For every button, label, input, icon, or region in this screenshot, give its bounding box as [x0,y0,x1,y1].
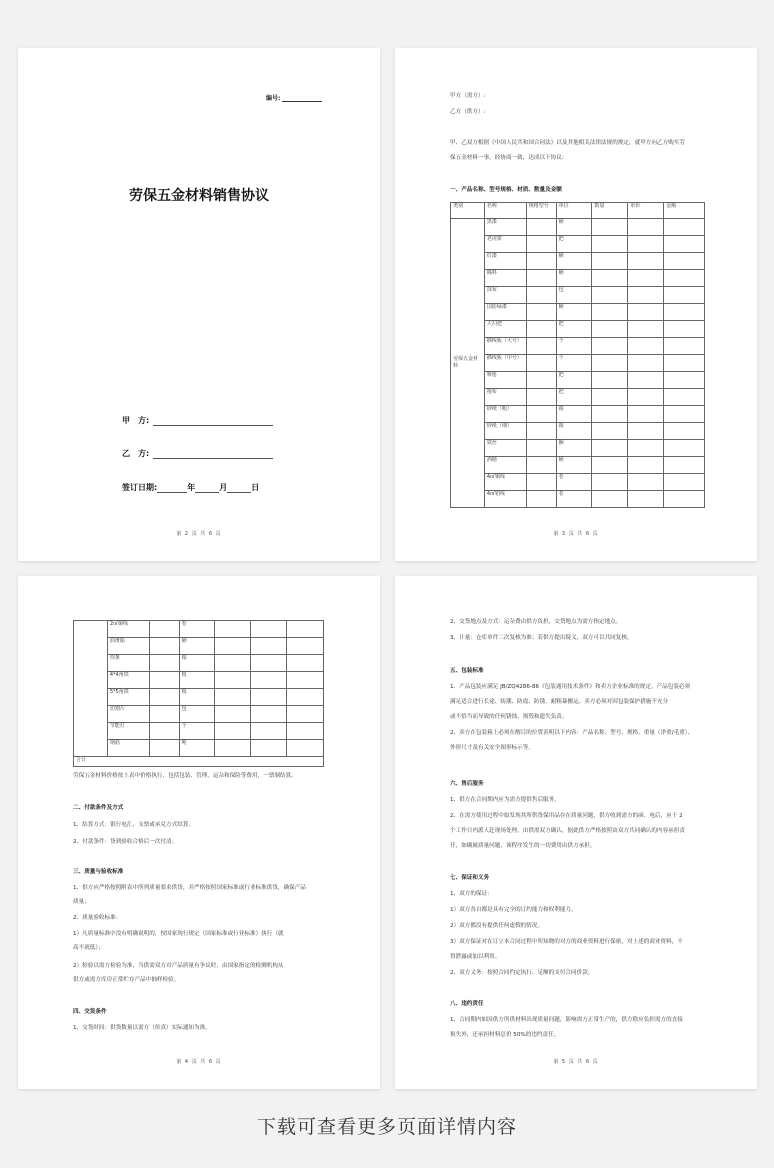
item-name-cell: 砂纸（粗） [484,406,526,423]
table-row [74,655,324,672]
item-name-cell: 焊条 [107,655,149,672]
spec-cell [149,689,179,706]
unit-price-cell [251,638,287,655]
section-5-heading: 五、包装标准 [450,668,484,674]
quantity-cell [592,219,628,236]
spec-cell [149,655,179,672]
party-a-blank [153,417,273,426]
header-quantity: 数量 [592,203,628,219]
unit-price-cell [628,372,664,389]
page-number: 第 3 页 共 6 页 [553,531,599,537]
item-name-cell: 4㎡铜线 [484,474,526,491]
unit-cell: 吨 [179,740,215,757]
amount-cell [287,689,324,706]
table-row [451,253,705,270]
guarantee-clause-2: 1）双方各自都是具有完全的订约能力和权利能力。 [450,907,577,913]
table-row [451,355,705,372]
amount-cell [664,423,705,440]
unit-price-cell [628,236,664,253]
unit-price-cell [628,491,664,508]
amount-cell [287,638,324,655]
sign-date-line [122,482,259,493]
quantity-cell [215,706,251,723]
item-name-cell: 4㎡铝线 [484,491,526,508]
quality-clause-3b: 高不就低）； [73,945,104,951]
unit-price-cell [251,672,287,689]
packaging-clause-2b: 外形尺寸及有关安全图形标示等。 [450,745,534,751]
table-header-row [451,203,705,219]
payment-method: 1、结算方式：银行电汇、支票或承兑方式结算。 [73,822,195,828]
amount-cell [664,321,705,338]
unit-cell: 桶 [179,638,215,655]
guarantee-clause-1: 1、双方的保证： [450,891,493,897]
document-page-3 [18,576,380,1089]
product-table-continued [73,620,324,767]
download-more-caption: 下载可查看更多页面详情内容 [256,1116,517,1138]
quantity-cell [592,440,628,457]
unit-cell: 桶 [556,457,592,474]
sign-date-label: 签订日期: [122,483,158,492]
unit-price-cell [628,253,664,270]
unit-price-cell [251,689,287,706]
table-row [451,406,705,423]
table-row [451,321,705,338]
month-label: 月 [219,483,228,492]
unit-price-cell [628,457,664,474]
party-a-line [122,415,273,426]
section-4-heading: 四、交货条件 [73,1009,107,1015]
unit-price-cell [628,287,664,304]
quantity-cell [215,740,251,757]
document-title: 劳保五金材料销售协议 [129,188,269,204]
table-row [451,440,705,457]
unit-price-cell [251,723,287,740]
packaging-clause-1c: 或不恰当而导致的任何锈蚀、损毁和遗失负责。 [450,714,568,720]
amount-cell [664,253,705,270]
header-category: 类别 [451,203,485,219]
spec-cell [526,236,556,253]
table-row [451,474,705,491]
party-a-label: 甲 方: [122,416,150,425]
quantity-cell [592,457,628,474]
delivery-place: 2、交货地点及方式：运杂费由供方负担，交货地点为需方指定地点。 [450,619,622,625]
spec-cell [149,621,179,638]
amount-cell [664,219,705,236]
party-b-blank [153,450,273,459]
page-number: 第 2 页 共 6 页 [176,531,222,537]
section-7-heading: 七、保证和义务 [450,875,490,881]
amount-cell [664,406,705,423]
item-name-cell: 插线板（中号） [484,355,526,372]
amount-cell [287,621,324,638]
unit-price-cell [628,338,664,355]
unit-price-cell [251,740,287,757]
section-2-heading: 二、付款条件及方式 [73,805,124,811]
item-name-cell: 大扫把 [484,321,526,338]
service-clause-2b: 个工作日内派人赴现场处理，由供需双方确认，据此供方严格按照由双方共同确认的内容承担责 [450,828,685,834]
quantity-cell [592,372,628,389]
amount-cell [287,655,324,672]
amount-cell [287,723,324,740]
amount-cell [664,457,705,474]
day-label: 日 [251,483,260,492]
amount-cell [664,270,705,287]
quantity-cell [592,406,628,423]
header-spec: 规格型号 [526,203,556,219]
spec-cell [149,723,179,740]
table-row [74,638,324,655]
contract-number-label: 编号: [266,95,281,102]
month-blank [195,484,219,493]
table-row [451,287,705,304]
unit-cell: 个 [179,723,215,740]
item-name-cell: 拖布 [484,389,526,406]
item-name-cell: 切割片 [107,706,149,723]
amount-cell [664,338,705,355]
item-name-cell: 润滑脂 [107,638,149,655]
spec-cell [526,270,556,287]
amount-cell [664,491,705,508]
quantity-cell [592,270,628,287]
quantity-cell [592,253,628,270]
item-name-cell: 2㎡铜线 [107,621,149,638]
table-row [451,372,705,389]
unit-cell: 包 [556,287,592,304]
guarantee-clause-4a: 3）双方保证对在订立本合同过程中所知晓的对方的商业资料进行保密，对上述的商业资料，不 [450,939,683,945]
quantity-cell [215,689,251,706]
unit-cell: 卷 [556,474,592,491]
total-label-cell: 合计 [74,757,324,767]
amount-cell [664,474,705,491]
contract-number-blank [282,95,322,102]
unit-price-cell [628,406,664,423]
document-page-4 [395,576,757,1089]
spec-cell [526,321,556,338]
contract-number-field [266,93,322,102]
quantity-cell [592,338,628,355]
table-row [451,457,705,474]
quantity-cell [592,355,628,372]
spec-cell [526,287,556,304]
spec-cell [149,638,179,655]
section-8-heading: 八、违约责任 [450,1001,484,1007]
guarantee-clause-3: 2）双方都没有提供任何虚假的情况。 [450,923,544,929]
amount-cell [664,236,705,253]
unit-price-cell [251,706,287,723]
table-row [74,689,324,706]
amount-cell [287,706,324,723]
spec-cell [526,491,556,508]
quality-clause-4a: 2）检验以需方检验为准，当供需双方对产品质量有争议时，由国家指定的检测机构从 [73,963,284,969]
quantity-cell [215,638,251,655]
quantity-cell [592,423,628,440]
obligation-clause: 2、双方义务：按照合同约定执行、足额的支付合同价款。 [450,970,594,976]
breach-clause-1b: 损失外，还承担材料总价 50%的违约责任。 [450,1032,560,1038]
amount-cell [664,372,705,389]
table-row [74,621,324,638]
quantity-cell [592,236,628,253]
quality-clause-4b: 供方或需方库房正常贮存产品中抽样检验。 [73,977,180,983]
spec-cell [526,372,556,389]
spec-cell [526,355,556,372]
party-b-heading: 乙方（供方）: [450,109,486,115]
breach-clause-1a: 1、合同期内如因供方所供材料出现质量问题，影响需方正常生产的，供方除应负担需方的直接 [450,1017,683,1023]
unit-cell: 捆 [556,440,592,457]
intro-paragraph-line-2: 保五金材料一事，经协商一致，达成以下协议: [450,155,564,161]
item-name-cell: 钢筋 [107,740,149,757]
section-3-heading: 三、质量与验收标准 [73,869,124,875]
party-b-label: 乙 方: [122,449,150,458]
unit-cell: 把 [556,321,592,338]
section-6-heading: 六、售后服务 [450,781,484,787]
service-clause-2a: 2、在需方使用过程中如发现其所供货保用品存在质量问题，供方收到需方的函、电后，应于 2 [450,813,683,819]
unit-cell: 卷 [556,491,592,508]
unit-cell: 卷 [179,621,215,638]
unit-price-cell [628,270,664,287]
item-name-cell: 红漆 [484,253,526,270]
intro-paragraph-line-1: 甲、乙双方根据《中国人民共和国合同法》以及其他相关法律法规的规定，就甲方向乙方购买劳 [450,140,685,146]
amount-cell [664,287,705,304]
party-b-line [122,448,273,459]
table-row [451,219,705,236]
spec-cell [526,474,556,491]
unit-price-cell [628,321,664,338]
quantity-cell [215,655,251,672]
day-blank [227,484,251,493]
table-row [451,236,705,253]
item-name-cell: 5*5角铁 [107,689,149,706]
price-note: 劳保五金材料价格按上表中价格执行，包括包装、管理、运杂和保险等费用，一票制结算。 [73,773,297,779]
spec-cell [526,406,556,423]
spec-cell [526,253,556,270]
unit-cell: 箱 [556,406,592,423]
unit-price-cell [628,423,664,440]
item-name-cell: 喷枪 [484,372,526,389]
unit-cell: 桶 [556,270,592,287]
page-number: 第 4 页 共 6 页 [176,1059,222,1065]
table-row [74,723,324,740]
quantity-cell [592,287,628,304]
spec-cell [526,338,556,355]
table-row [451,338,705,355]
item-name-cell: 节能灯 [107,723,149,740]
header-unit-price: 单价 [628,203,664,219]
unit-price-cell [628,474,664,491]
table-row [451,491,705,508]
quality-clause-3a: 1）凡质量标准中没有明确说明的，按国家现行规定（国家标准或行业标准）执行（就 [73,931,284,937]
unit-price-cell [251,655,287,672]
item-name-cell: 酒精 [484,457,526,474]
amount-cell [664,304,705,321]
quantity-cell [592,474,628,491]
quantity-cell [215,672,251,689]
quantity-cell [592,491,628,508]
year-label: 年 [187,483,196,492]
item-name-cell: 铁丝 [484,440,526,457]
item-name-cell: 插线板（大号） [484,338,526,355]
year-blank [157,484,187,493]
item-name-cell: 黑漆 [484,219,526,236]
amount-cell [287,740,324,757]
category-cell: 劳保五金材料 [451,219,485,508]
product-table [450,202,705,508]
item-name-cell: 抹布 [484,287,526,304]
quality-clause-2: 2、质量验收标准： [73,915,122,921]
spec-cell [526,389,556,406]
unit-cell: 包 [179,706,215,723]
spec-cell [149,706,179,723]
packaging-clause-1b: 满足适合进行长途、防潮、防震、防锈、耐粗暴搬运。卖方必须对因包装保护措施不充分 [450,699,669,705]
item-name-cell: 国防绿漆 [484,304,526,321]
delivery-measure: 3、计量：仓库单件二次复核为准；若供方提出疑义，双方可以共同复核。 [450,635,633,641]
table-row [451,389,705,406]
section-1-heading: 一、产品名称、型号规格、材质、数量及金额 [450,187,562,193]
quantity-cell [592,304,628,321]
table-row [451,423,705,440]
unit-price-cell [628,304,664,321]
quantity-cell [215,723,251,740]
spec-cell [526,304,556,321]
unit-cell: 个 [556,338,592,355]
guarantee-clause-4b: 得泄露或加以利用。 [450,954,501,960]
unit-price-cell [628,440,664,457]
unit-cell: 桶 [556,253,592,270]
table-row [451,270,705,287]
total-row [74,757,324,767]
table-row [451,304,705,321]
document-page-2 [395,48,757,561]
unit-cell: 桶 [556,304,592,321]
header-unit: 单位 [556,203,592,219]
amount-cell [664,389,705,406]
category-cell [74,621,108,757]
service-clause-2c: 任，如确属质量问题，该程序发生的一切费用由供方承担。 [450,843,596,849]
unit-price-cell [628,219,664,236]
unit-cell: 把 [556,389,592,406]
quality-clause-1b: 质量； [73,899,90,905]
table-row [74,672,324,689]
item-name-cell: 4*4角铁 [107,672,149,689]
unit-price-cell [628,389,664,406]
quantity-cell [592,389,628,406]
spec-cell [149,672,179,689]
payment-condition: 2、付款条件：货到验收合格后一次付清。 [73,839,178,845]
unit-price-cell [251,621,287,638]
table-row [74,740,324,757]
service-clause-1: 1、供方在合同期内应为需方提供售后服务。 [450,797,560,803]
amount-cell [664,440,705,457]
amount-cell [664,355,705,372]
unit-cell: 把 [556,236,592,253]
packaging-clause-1a: 1、产品包装应满足 JB/ZQ4286-86《包装通用技术条件》和卖方企业标准的规定。产品包装必须 [450,684,691,690]
unit-cell: 根 [179,689,215,706]
header-amount: 金额 [664,203,705,219]
item-name-cell: 老虎钳 [484,236,526,253]
item-name-cell: 砂纸（细） [484,423,526,440]
unit-cell: 根 [179,672,215,689]
unit-price-cell [628,355,664,372]
item-name-cell: 稀料 [484,270,526,287]
amount-cell [287,672,324,689]
spec-cell [526,423,556,440]
spec-cell [526,457,556,474]
header-name: 名称 [484,203,526,219]
delivery-time: 1、交货时间：供货数量以需方（传真）实际通知为准。 [73,1025,211,1031]
unit-cell: 桶 [556,219,592,236]
page-number: 第 5 页 共 6 页 [553,1059,599,1065]
quality-clause-1a: 1、供方应严格按照附表中所列质量要求供货，并严格按照国家标准或行业标准供货，确保产品 [73,885,306,891]
packaging-clause-2a: 2、卖方在包装箱上必须在醒目的位置表明以下内容：产品名称、型号、规格、重量（净重/毛重）、 [450,730,694,736]
quantity-cell [215,621,251,638]
unit-cell: 把 [556,372,592,389]
unit-cell: 个 [556,355,592,372]
spec-cell [526,219,556,236]
unit-cell: 箱 [556,423,592,440]
spec-cell [149,740,179,757]
table-row [74,706,324,723]
spec-cell [526,440,556,457]
party-a-heading: 甲方（需方）: [450,93,486,99]
unit-cell: 箱 [179,655,215,672]
document-page-cover [18,48,380,561]
quantity-cell [592,321,628,338]
